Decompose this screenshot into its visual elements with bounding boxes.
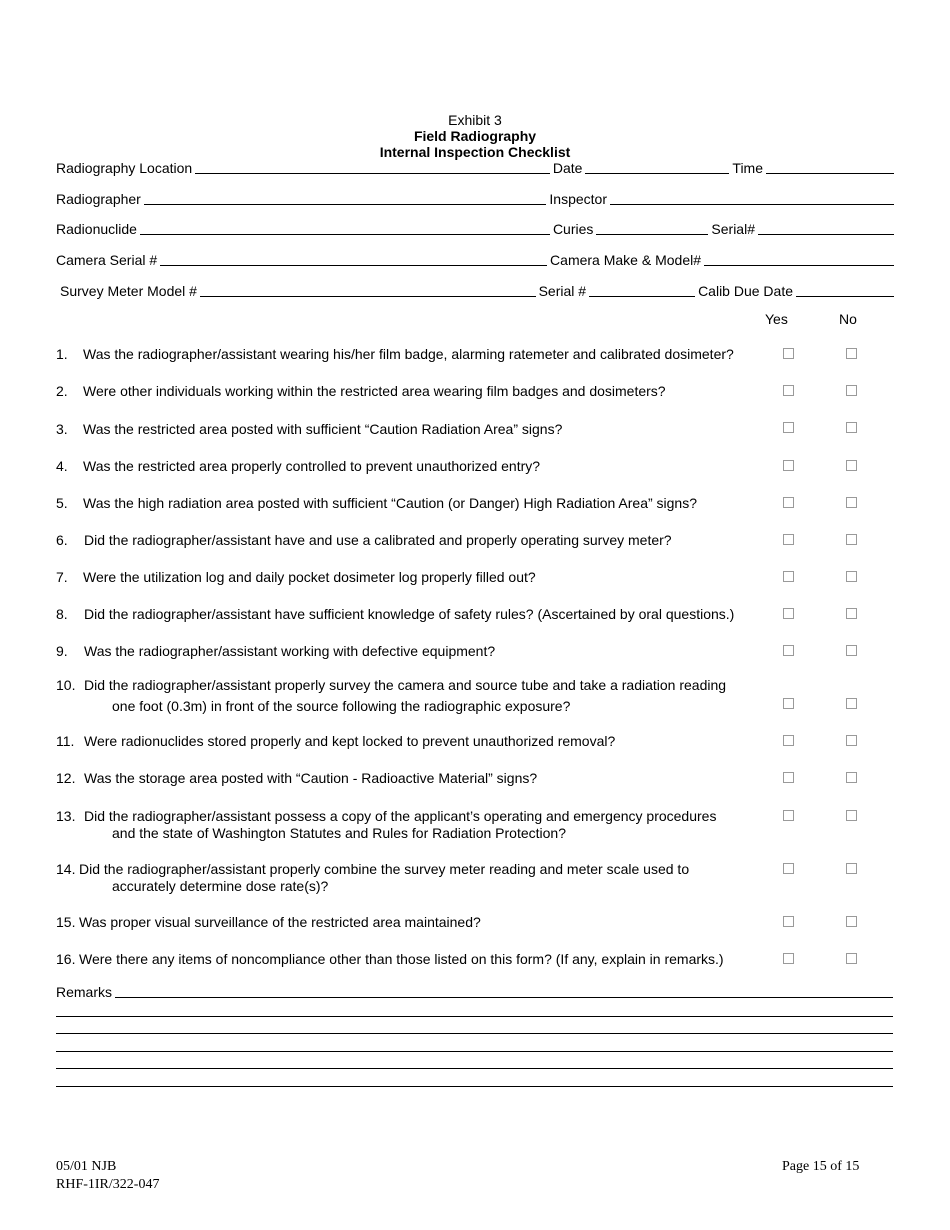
question-4 [56, 458, 540, 475]
q16-no-checkbox[interactable] [846, 953, 857, 964]
time-field[interactable] [766, 173, 894, 174]
question-text: Was the restricted area properly controlled to prevent unauthorized entry? [83, 458, 541, 474]
question-10 [56, 675, 726, 717]
radiographer-label: Radiographer [56, 191, 141, 207]
question-number: 6. [56, 532, 68, 548]
yes-column-header: Yes [765, 311, 788, 327]
question-3 [56, 421, 562, 438]
question-text: Was the restricted area posted with sufficient “Caution Radiation Area” signs? [83, 421, 563, 437]
question-text: Did the radiographer/assistant have sufficient knowledge of safety rules? (Ascertained by oral questions.) [84, 606, 735, 622]
q16-yes-checkbox[interactable] [783, 953, 794, 964]
q4-yes-checkbox[interactable] [783, 460, 794, 471]
remarks-line-4[interactable] [56, 1051, 893, 1052]
q13-yes-checkbox[interactable] [783, 810, 794, 821]
camera-make-model-label: Camera Make & Model# [550, 252, 701, 268]
question-number: 10. [56, 677, 76, 693]
question-text-continued: and the state of Washington Statutes and Rules for Radiation Protection? [112, 825, 566, 841]
question-text: Did the radiographer/assistant properly combine the survey meter reading and meter scale used to [79, 861, 690, 877]
q12-yes-checkbox[interactable] [783, 772, 794, 783]
question-text: Did the radiographer/assistant properly survey the camera and source tube and take a radiation reading [84, 677, 727, 693]
q3-yes-checkbox[interactable] [783, 422, 794, 433]
q6-yes-checkbox[interactable] [783, 534, 794, 545]
q11-no-checkbox[interactable] [846, 735, 857, 746]
q2-no-checkbox[interactable] [846, 385, 857, 396]
radionuclide-field[interactable] [140, 234, 550, 235]
inspector-field[interactable] [610, 204, 894, 205]
question-16 [56, 951, 724, 968]
question-text-continued: one foot (0.3m) in front of the source following the radiographic exposure? [112, 698, 571, 714]
question-text-continued: accurately determine dose rate(s)? [112, 878, 329, 894]
question-number: 4. [56, 458, 68, 474]
q8-yes-checkbox[interactable] [783, 608, 794, 619]
question-1 [56, 346, 734, 363]
q15-yes-checkbox[interactable] [783, 916, 794, 927]
q1-no-checkbox[interactable] [846, 348, 857, 359]
q10-no-checkbox[interactable] [846, 698, 857, 709]
radiography-location-field[interactable] [195, 173, 550, 174]
calib-due-date-label: Calib Due Date [698, 283, 793, 299]
remarks-label: Remarks [56, 984, 113, 1000]
q3-no-checkbox[interactable] [846, 422, 857, 433]
question-number: 14. [56, 861, 76, 877]
q4-no-checkbox[interactable] [846, 460, 857, 471]
question-8 [56, 606, 734, 623]
footer-date-code: 05/01 NJB [56, 1159, 117, 1174]
q5-yes-checkbox[interactable] [783, 497, 794, 508]
question-11 [56, 733, 615, 750]
question-text: Was the radiographer/assistant working with defective equipment? [84, 643, 496, 659]
question-text: Were the utilization log and daily pocket dosimeter log properly filled out? [83, 569, 536, 585]
date-label: Date [552, 160, 583, 176]
q10-yes-checkbox[interactable] [783, 698, 794, 709]
row-survey-meter [60, 281, 894, 299]
inspector-label: Inspector [549, 191, 607, 207]
remarks-row [56, 982, 893, 1000]
question-15 [56, 914, 481, 931]
question-number: 16. [56, 951, 76, 967]
curies-label: Curies [552, 221, 594, 237]
serial-field[interactable] [758, 234, 894, 235]
q7-no-checkbox[interactable] [846, 571, 857, 582]
question-text: Did the radiographer/assistant have and use a calibrated and properly operating survey meter? [84, 532, 672, 548]
form-title: Field Radiography [413, 128, 537, 144]
q6-no-checkbox[interactable] [846, 534, 857, 545]
form-subtitle: Internal Inspection Checklist [379, 144, 571, 160]
question-5 [56, 495, 697, 512]
question-text: Were radionuclides stored properly and kept locked to prevent unauthorized removal? [84, 733, 616, 749]
camera-make-model-field[interactable] [704, 265, 894, 266]
q14-yes-checkbox[interactable] [783, 863, 794, 874]
question-text: Was the high radiation area posted with sufficient “Caution (or Danger) High Radiation Area” signs? [83, 495, 697, 511]
row-radionuclide [56, 219, 894, 237]
q15-no-checkbox[interactable] [846, 916, 857, 927]
radionuclide-label: Radionuclide [56, 221, 137, 237]
serial-label: Serial# [711, 221, 755, 237]
q9-yes-checkbox[interactable] [783, 645, 794, 656]
remarks-line-2[interactable] [56, 1016, 893, 1017]
question-text: Was the radiographer/assistant wearing his/her film badge, alarming ratemeter and calibrated dosimeter? [83, 346, 734, 362]
question-number: 15. [56, 914, 76, 930]
row-radiographer [56, 189, 894, 207]
question-number: 13. [56, 808, 76, 824]
q12-no-checkbox[interactable] [846, 772, 857, 783]
q7-yes-checkbox[interactable] [783, 571, 794, 582]
question-number: 12. [56, 770, 76, 786]
calib-due-date-field[interactable] [796, 296, 894, 297]
q2-yes-checkbox[interactable] [783, 385, 794, 396]
question-text: Were there any items of noncompliance other than those listed on this form? (If any, explain in remarks.) [79, 951, 724, 967]
question-text: Was the storage area posted with “Caution - Radioactive Material” signs? [84, 770, 538, 786]
date-field[interactable] [585, 173, 729, 174]
remarks-line-3[interactable] [56, 1033, 893, 1034]
question-text: Was proper visual surveillance of the restricted area maintained? [79, 914, 481, 930]
question-text: Were other individuals working within the restricted area wearing film badges and dosimeters? [83, 383, 666, 399]
footer-form-number: RHF-1IR/322-047 [56, 1177, 160, 1192]
question-number: 7. [56, 569, 68, 585]
question-2 [56, 383, 666, 400]
q11-yes-checkbox[interactable] [783, 735, 794, 746]
question-7 [56, 569, 536, 586]
question-number: 8. [56, 606, 68, 622]
q13-no-checkbox[interactable] [846, 810, 857, 821]
footer-page-number: Page 15 of 15 [782, 1159, 860, 1174]
question-6 [56, 532, 672, 549]
question-number: 5. [56, 495, 68, 511]
q9-no-checkbox[interactable] [846, 645, 857, 656]
radiography-location-label: Radiography Location [56, 160, 193, 176]
remarks-line-6[interactable] [56, 1086, 893, 1087]
question-text: Did the radiographer/assistant possess a copy of the applicant’s operating and emergency procedures [84, 808, 717, 824]
question-14 [56, 861, 689, 895]
remarks-line-1[interactable] [115, 997, 893, 998]
question-number: 9. [56, 643, 68, 659]
question-9 [56, 643, 495, 660]
survey-meter-model-field[interactable] [200, 296, 536, 297]
question-number: 11. [56, 733, 75, 749]
q8-no-checkbox[interactable] [846, 608, 857, 619]
q14-no-checkbox[interactable] [846, 863, 857, 874]
question-number: 1. [56, 346, 68, 362]
radiographer-field[interactable] [144, 204, 547, 205]
q5-no-checkbox[interactable] [846, 497, 857, 508]
question-number: 2. [56, 383, 68, 399]
q1-yes-checkbox[interactable] [783, 348, 794, 359]
camera-serial-label: Camera Serial # [56, 252, 158, 268]
time-label: Time [732, 160, 763, 176]
question-number: 3. [56, 421, 68, 437]
question-12 [56, 770, 537, 787]
remarks-line-5[interactable] [56, 1068, 893, 1069]
camera-serial-field[interactable] [160, 265, 547, 266]
row-location [56, 158, 894, 176]
curies-field[interactable] [596, 234, 708, 235]
row-camera [56, 250, 894, 268]
exhibit-label: Exhibit 3 [448, 112, 502, 128]
survey-meter-model-label: Survey Meter Model # [60, 283, 197, 299]
serial-number-field[interactable] [589, 296, 695, 297]
no-column-header: No [839, 311, 857, 327]
serial-number-label: Serial # [538, 283, 587, 299]
question-13 [56, 808, 716, 842]
